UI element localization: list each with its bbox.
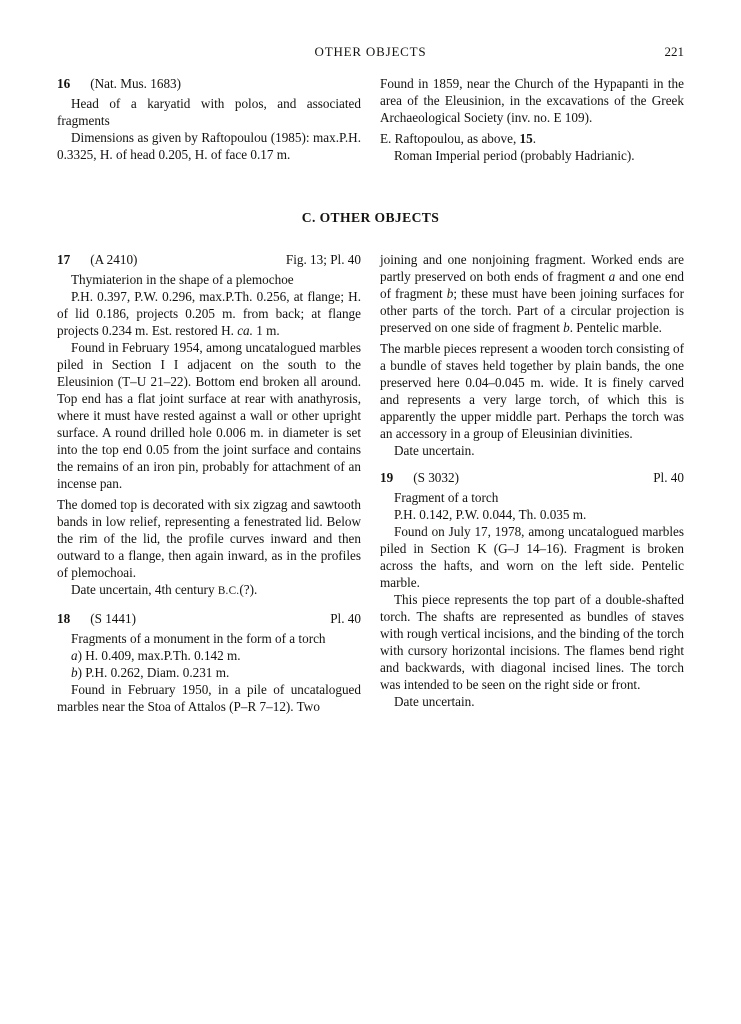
text-run: joining and one nonjoining fragment. Worked ends are partly preserved on both ends of fragment <box>380 252 684 284</box>
paragraph <box>380 591 684 693</box>
entry-inventory: (A 2410) <box>90 252 138 267</box>
paragraph <box>380 251 684 336</box>
text-run: Found in 1859, near the Church of the Hypapanti in the area of the Eleusinion, in the excavations of the Greek Archaeological Society (inv. no. E 109). <box>380 76 684 125</box>
entry-number: 19 <box>380 470 394 485</box>
entry-plate-reference: Pl. 40 <box>653 470 684 485</box>
paragraph <box>380 130 684 147</box>
entry-19-header <box>380 469 684 486</box>
paragraph <box>380 523 684 591</box>
entry-18-text <box>57 630 361 715</box>
entry-16-right-column <box>380 75 684 164</box>
entry-number: 16 <box>57 76 71 91</box>
entry-17-header <box>57 251 361 268</box>
entry-inventory: (S 1441) <box>90 611 136 626</box>
page-header <box>57 44 684 62</box>
paragraph <box>380 442 684 459</box>
text-run: Fragment of a torch <box>394 490 499 505</box>
text-run: 15 <box>519 131 533 146</box>
entry-plate-reference: Pl. 40 <box>330 611 361 626</box>
entry-number: 17 <box>57 252 71 267</box>
entry-19-text <box>380 489 684 710</box>
entry-16-left-column <box>57 75 361 164</box>
text-run: a <box>608 269 616 284</box>
text-run: The marble pieces represent a wooden torch consisting of a bundle of staves held together by plain bands, the one preserved here 0.04–0.045 m. wide. It is finely carved and represents a very large torch, of which this is apparently the upper middle part. Perhaps the torch was an accessory in a group of Eleusinian divinities. <box>380 341 684 441</box>
text-run: 1 m. <box>252 323 280 338</box>
paragraph <box>57 339 361 492</box>
text-run: P.H. 0.397, P.W. 0.296, max.P.Th. 0.256, at flange; H. of lid 0.186, projects 0.205 m. from back; at flange projects 0.234 m. Est. restored H. <box>57 289 361 338</box>
entry-17 <box>57 251 361 600</box>
text-run: This piece represents the top part of a double-shafted torch. The shafts are represented as bundles of staves with rough vertical incisions, and the binding of the torch with cursory horizontal incisions. The flames bend right and backwards, with diagonal incised lines. The torch was intended to be seen on the right side or front. <box>380 592 684 692</box>
text-run: b <box>71 665 78 680</box>
text-run: (?). <box>239 582 258 597</box>
paragraph <box>380 340 684 442</box>
entry-number: 18 <box>57 611 71 626</box>
text-run: Roman Imperial period (probably Hadrianic). <box>394 148 635 163</box>
entry-18-continuation-text <box>380 251 684 459</box>
text-run: ca. <box>237 323 253 338</box>
paragraph <box>57 681 361 715</box>
text-run: The domed top is decorated with six zigzag and sawtooth bands in low relief, representing a fenestrated lid. Below the rim of the lid, the profile curves inward and then outward to a flange, then again inward, as in the profiles of plemochoai. <box>57 497 361 580</box>
entry-plate-reference: Fig. 13; Pl. 40 <box>285 252 361 267</box>
paragraph <box>57 630 361 647</box>
paragraph <box>380 147 684 164</box>
paragraph <box>380 75 684 126</box>
paragraph <box>57 581 361 600</box>
text-run: Date uncertain. <box>394 443 475 458</box>
entry-16-header <box>57 75 361 92</box>
text-run: Dimensions as given by Raftopoulou (1985): max.P.H. 0.3325, H. of head 0.205, H. of face 0.17 m. <box>57 130 361 162</box>
paragraph <box>57 129 361 163</box>
text-run: Date uncertain. <box>394 694 475 709</box>
entry-inventory: (Nat. Mus. 1683) <box>90 76 182 91</box>
text-run: Head of a karyatid with polos, and associated fragments <box>57 96 361 128</box>
entry-16 <box>57 75 361 163</box>
entry-17-text <box>57 271 361 600</box>
section-heading: C. OTHER OBJECTS <box>301 210 440 225</box>
text-run: ) H. 0.409, max.P.Th. 0.142 m. <box>77 648 241 663</box>
text-run: a <box>71 648 78 663</box>
text-run: E. Raftopoulou, as above, <box>380 131 520 146</box>
paragraph <box>57 664 361 681</box>
entry-19 <box>380 469 684 710</box>
text-run: . <box>532 131 537 146</box>
paragraph <box>380 489 684 506</box>
entry-16-text <box>57 95 361 163</box>
right-column <box>380 251 684 715</box>
text-run: and one end of fragment <box>380 269 685 301</box>
left-column <box>57 251 361 715</box>
paragraph <box>57 647 361 664</box>
paragraph <box>57 271 361 288</box>
paragraph <box>380 693 684 710</box>
text-run: Thymiaterion in the shape of a plemochoe <box>71 272 294 287</box>
catalog-section <box>57 251 684 715</box>
text-run: ; these must have been joining surfaces for other parts of the torch. Part of a circular projection is preserved on one side of fragment <box>380 286 684 335</box>
entry-18-continuation <box>380 251 684 459</box>
paragraph <box>57 95 361 129</box>
text-run: b <box>563 320 570 335</box>
text-run: Found in February 1954, among uncatalogued marbles piled in Section I I adjacent on the south to the Eleusinion (T–U 21–22). Bottom end broken all around. Top end has a flat joint surface at rear with anathyrosis, where it must have rested against a wall or other upright surface. A round drilled hole 0.006 m. in diameter is set into the top end 0.05 from the joint surface and contains the remains of an iron pin, probably for attachment of an incense pan. <box>57 340 361 491</box>
entry-inventory: (S 3032) <box>413 470 459 485</box>
text-run: P.H. 0.142, P.W. 0.044, Th. 0.035 m. <box>394 507 587 522</box>
paragraph <box>380 506 684 523</box>
entry-16-continuation <box>380 75 684 164</box>
text-run: Fragments of a monument in the form of a torch <box>71 631 326 646</box>
entry-16-section <box>57 75 684 164</box>
text-run: Found on July 17, 1978, among uncatalogued marbles piled in Section K (G–J 14–16). Fragment is broken across the hafts, and worn on the left side. Pentelic marble. <box>380 524 684 590</box>
text-run: Found in February 1950, in a pile of uncatalogued marbles near the Stoa of Attalos (P–R 7–12). Two <box>57 682 361 714</box>
paragraph <box>57 496 361 581</box>
paragraph <box>57 288 361 339</box>
text-run: ) P.H. 0.262, Diam. 0.231 m. <box>77 665 230 680</box>
text-run: Date uncertain, 4th century <box>71 582 218 597</box>
text-run: B.C. <box>217 585 240 597</box>
text-run: . Pentelic marble. <box>569 320 662 335</box>
entry-18-header <box>57 610 361 627</box>
page-number: 221 <box>664 44 684 59</box>
running-title: OTHER OBJECTS <box>314 44 427 59</box>
text-run: b <box>446 286 454 301</box>
entry-18 <box>57 610 361 715</box>
